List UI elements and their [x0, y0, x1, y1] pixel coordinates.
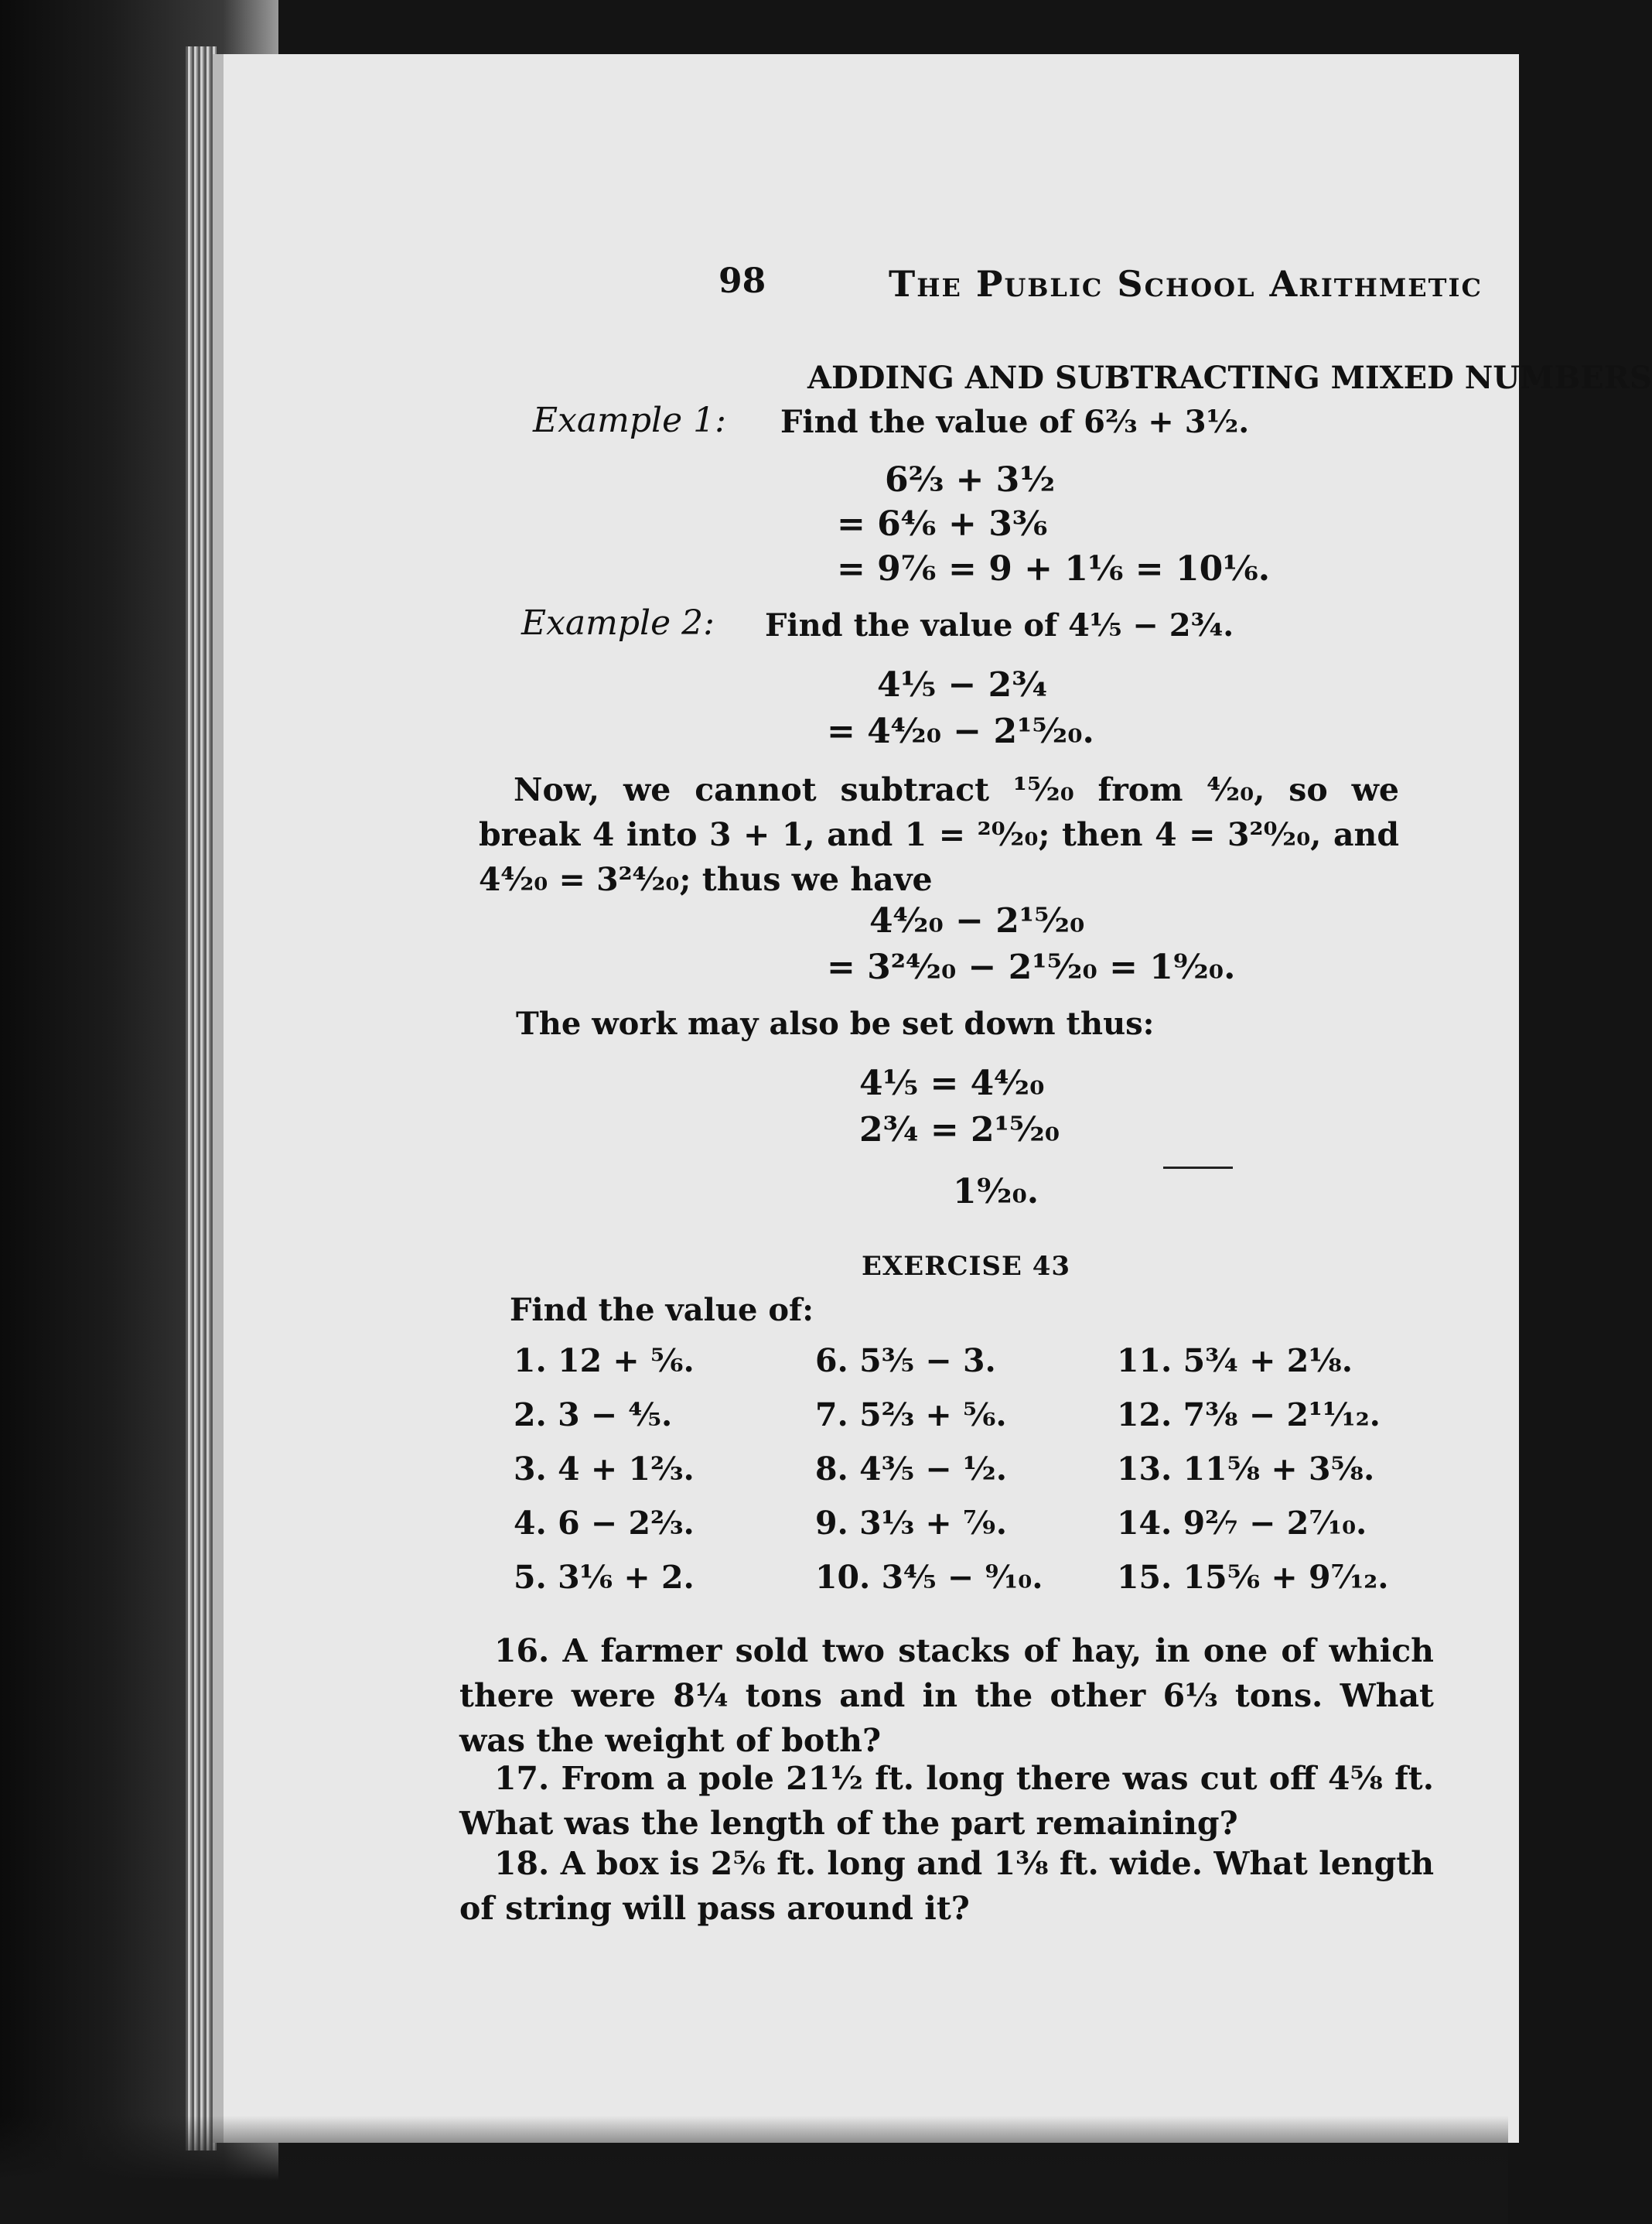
word-problem-16: 16. A farmer sold two stacks of hay, in one of which there were 8¼ tons and in the other 6⅓ tons. What was the weight of both? — [459, 1632, 1434, 1759]
problem-8: 8. 4⅗ − ½. — [815, 1450, 1007, 1488]
exercise-intro: Find the value of: — [510, 1292, 814, 1328]
alt-line-3: 1⁹⁄₂₀. — [953, 1172, 1039, 1211]
example-1-prompt: Find the value of 6⅔ + 3½. — [780, 404, 1250, 440]
problem-14: 14. 9²⁄₇ − 2⁷⁄₁₀. — [1117, 1505, 1367, 1542]
sum-rule — [1163, 1167, 1233, 1169]
problem-6: 6. 5⅗ − 3. — [815, 1342, 996, 1379]
alt-line-2: 2¾ = 2¹⁵⁄₂₀ — [859, 1110, 1060, 1150]
running-header: The Public School Arithmetic — [889, 263, 1483, 305]
example-2-prompt: Find the value of 4⅕ − 2¾. — [765, 607, 1234, 644]
problem-12: 12. 7⅜ − 2¹¹⁄₁₂. — [1117, 1396, 1381, 1433]
problem-10: 10. 3⅘ − ⁹⁄₁₀. — [815, 1559, 1043, 1596]
work-line-1: 4⁴⁄₂₀ − 2¹⁵⁄₂₀ — [869, 901, 1085, 941]
problem-7: 7. 5⅔ + ⅚. — [815, 1396, 1007, 1433]
exercise-title: EXERCISE 43 — [862, 1251, 1071, 1282]
book-page — [213, 54, 1652, 2143]
example-1-line-3: = 9⁷⁄₆ = 9 + 1⅙ = 10⅙. — [837, 549, 1271, 589]
alt-line-1: 4⅕ = 4⁴⁄₂₀ — [859, 1064, 1045, 1103]
problem-13: 13. 11⅝ + 3⅝. — [1117, 1450, 1375, 1488]
example-1-line-1: 6⅔ + 3½ — [885, 460, 1056, 500]
example-1-line-2: = 6⁴⁄₆ + 3³⁄₆ — [837, 504, 1048, 544]
word-problem-17: 17. From a pole 21½ ft. long there was cut off 4⅝ ft. What was the length of the part remaining? — [459, 1760, 1434, 1842]
example-2-line-1: 4⅕ − 2¾ — [877, 665, 1048, 705]
problem-1: 1. 12 + ⅚. — [514, 1342, 695, 1379]
page-edges — [186, 46, 217, 2151]
page-number: 98 — [718, 261, 766, 301]
problem-2: 2. 3 − ⅘. — [514, 1396, 673, 1433]
problem-4: 4. 6 − 2⅔. — [514, 1505, 695, 1542]
explanation-paragraph: Now, we cannot subtract ¹⁵⁄₂₀ from ⁴⁄₂₀, so we break 4 into 3 + 1, and 1 = ²⁰⁄₂₀; then 4 = 3²⁰⁄₂₀, and 4⁴⁄₂₀ = 3²⁴⁄₂₀; thus we have — [479, 771, 1399, 898]
alt-intro: The work may also be set down thus: — [516, 1006, 1155, 1042]
word-problem-18: 18. A box is 2⅚ ft. long and 1⅜ ft. wide. What length of string will pass around it? — [459, 1845, 1434, 1927]
work-line-2: = 3²⁴⁄₂₀ − 2¹⁵⁄₂₀ = 1⁹⁄₂₀. — [827, 948, 1236, 987]
example-2-line-2: = 4⁴⁄₂₀ − 2¹⁵⁄₂₀. — [827, 712, 1094, 751]
problem-5: 5. 3⅙ + 2. — [514, 1559, 695, 1596]
problem-11: 11. 5¾ + 2⅛. — [1117, 1342, 1353, 1379]
example-2-label: Example 2: — [521, 603, 715, 643]
section-title: ADDING AND SUBTRACTING MIXED NUMBERS — [807, 360, 1652, 396]
bottom-shadow — [0, 2116, 1508, 2224]
problem-15: 15. 15⅚ + 9⁷⁄₁₂. — [1117, 1559, 1389, 1596]
problem-3: 3. 4 + 1⅔. — [514, 1450, 695, 1488]
example-1-label: Example 1: — [533, 401, 726, 440]
problem-grid — [514, 1342, 1411, 1604]
problem-9: 9. 3⅓ + ⁷⁄₉. — [815, 1505, 1007, 1542]
